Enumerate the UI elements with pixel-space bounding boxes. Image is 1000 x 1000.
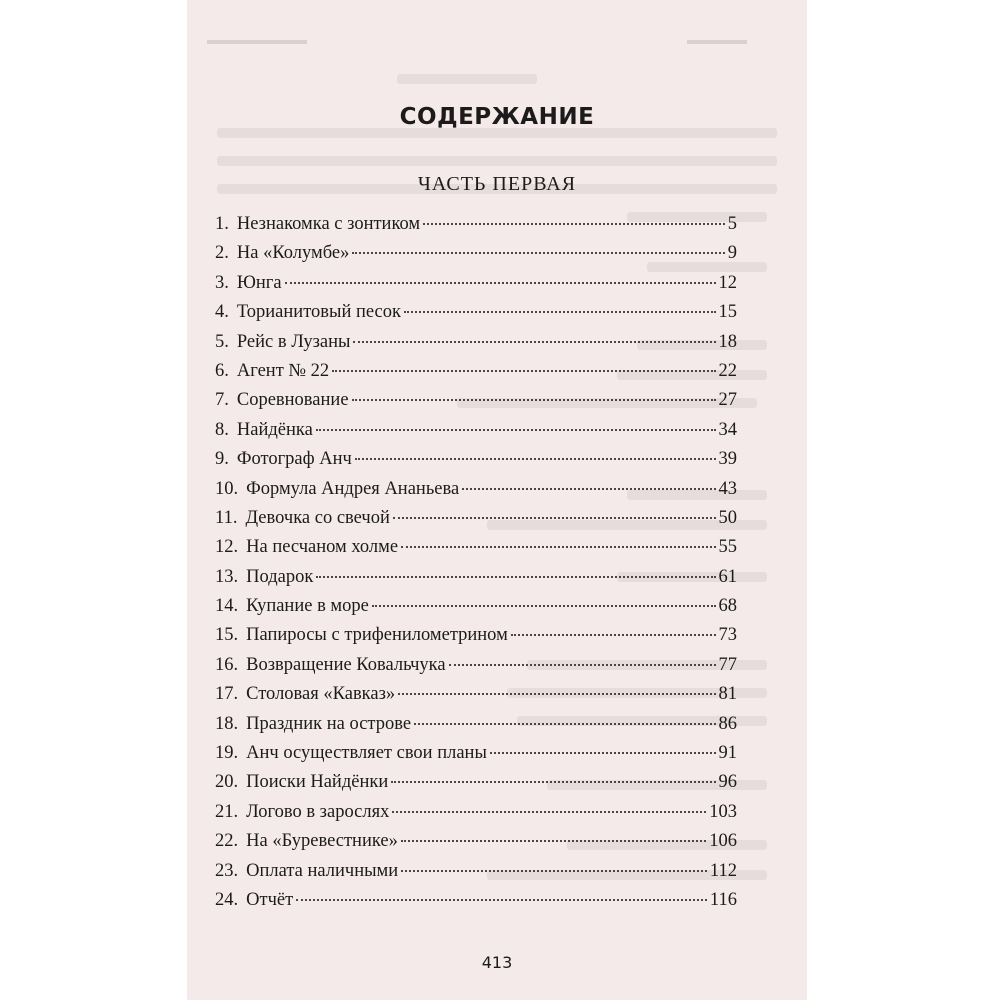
entry-page: 5 xyxy=(727,214,737,234)
entry-page: 9 xyxy=(727,243,737,264)
entry-title: Столовая «Кавказ» xyxy=(246,684,396,705)
dot-leader xyxy=(332,369,715,372)
entry-number: 24. xyxy=(215,889,239,910)
entry-number: 20. xyxy=(215,772,239,793)
entry-title: Найдёнка xyxy=(236,419,313,440)
entry-page: 12 xyxy=(718,272,737,293)
entry-title: Девочка со свечой xyxy=(245,507,390,528)
dot-leader xyxy=(353,340,715,343)
entry-title: Анч осуществляет свои планы xyxy=(246,743,487,764)
dot-leader xyxy=(352,398,716,401)
entry-number: 10. xyxy=(215,478,239,499)
dot-leader xyxy=(449,663,716,666)
entry-page: 106 xyxy=(709,831,737,852)
entry-page: 86 xyxy=(718,713,737,734)
entry-title: Рейс в Лузаны xyxy=(236,331,351,352)
toc-entry xyxy=(215,857,737,886)
entry-number: 12. xyxy=(215,537,239,558)
toc-entry xyxy=(215,328,737,357)
toc-entry xyxy=(215,621,737,650)
dot-leader xyxy=(401,545,715,548)
dot-leader xyxy=(391,780,715,783)
entry-title: На песчаном холме xyxy=(246,537,399,558)
dot-leader xyxy=(285,281,716,284)
entry-page: 77 xyxy=(718,654,737,675)
entry-number: 22. xyxy=(215,831,239,852)
entry-number: 8. xyxy=(215,419,229,440)
entry-number: 2. xyxy=(215,243,229,264)
entry-title: Юнга xyxy=(236,272,282,293)
toc-entry xyxy=(215,886,737,915)
dot-leader xyxy=(404,310,716,313)
entry-page: 27 xyxy=(718,390,737,411)
entry-number: 7. xyxy=(215,390,229,411)
entry-number: 9. xyxy=(215,449,229,470)
entry-page: 15 xyxy=(718,302,737,323)
entry-number: 3. xyxy=(215,272,229,293)
entry-title: Торианитовый песок xyxy=(236,302,401,323)
entry-title: Отчёт xyxy=(246,889,294,910)
entry-page: 34 xyxy=(718,419,737,440)
entry-title: На «Колумбе» xyxy=(236,243,350,264)
entry-title: Незнакомка с зонтиком xyxy=(236,214,421,234)
toc-entry xyxy=(215,651,737,680)
toc-entry xyxy=(215,386,737,415)
entry-number: 6. xyxy=(215,360,229,381)
entry-title: Возвращение Ковальчука xyxy=(246,654,446,675)
entry-number: 11. xyxy=(215,507,238,528)
dot-leader xyxy=(296,898,707,901)
dot-leader xyxy=(352,251,724,254)
page-title: СОДЕРЖАНИЕ xyxy=(399,104,595,130)
entry-title: Праздник на острове xyxy=(246,713,412,734)
entry-page: 73 xyxy=(718,625,737,646)
entry-number: 5. xyxy=(215,331,229,352)
entry-page: 81 xyxy=(718,684,737,705)
dot-leader xyxy=(401,839,706,842)
toc-entry xyxy=(215,680,737,709)
entry-page: 43 xyxy=(718,478,737,499)
entry-page: 103 xyxy=(709,801,737,822)
entry-page: 61 xyxy=(718,566,737,587)
book-page xyxy=(187,0,807,1000)
toc-entry xyxy=(215,504,737,533)
toc-entry xyxy=(215,416,737,445)
dot-leader xyxy=(490,751,716,754)
entry-number: 18. xyxy=(215,713,239,734)
dot-leader xyxy=(401,869,707,872)
entry-title: Логово в зарослях xyxy=(246,801,390,822)
toc-entry xyxy=(215,475,737,504)
dot-leader xyxy=(392,810,706,813)
table-of-contents xyxy=(215,210,737,915)
entry-page: 112 xyxy=(709,860,737,881)
entry-number: 1. xyxy=(215,214,229,234)
entry-page: 55 xyxy=(718,537,737,558)
toc-entry xyxy=(215,445,737,474)
toc-entry xyxy=(215,563,737,592)
entry-title: Фотограф Анч xyxy=(236,449,352,470)
dot-leader xyxy=(393,516,716,519)
toc-entry xyxy=(215,827,737,856)
entry-page: 18 xyxy=(718,331,737,352)
entry-title: Подарок xyxy=(246,566,314,587)
page-number: 413 xyxy=(481,953,513,972)
dot-leader xyxy=(316,575,715,578)
dot-leader xyxy=(316,428,716,431)
entry-number: 16. xyxy=(215,654,239,675)
toc-entry xyxy=(215,768,737,797)
entry-number: 21. xyxy=(215,801,239,822)
toc-entry xyxy=(215,739,737,768)
entry-number: 14. xyxy=(215,596,239,617)
entry-title: Папиросы с трифенилометрином xyxy=(246,625,508,646)
dot-leader xyxy=(398,692,715,695)
toc-entry xyxy=(215,592,737,621)
entry-title: На «Буревестнике» xyxy=(246,831,398,852)
entry-title: Оплата наличными xyxy=(246,860,399,881)
entry-page: 96 xyxy=(718,772,737,793)
entry-number: 4. xyxy=(215,302,229,323)
entry-number: 17. xyxy=(215,684,239,705)
entry-page: 68 xyxy=(718,596,737,617)
toc-entry xyxy=(215,210,737,239)
entry-title: Поиски Найдёнки xyxy=(246,772,389,793)
entry-page: 22 xyxy=(718,360,737,381)
toc-entry xyxy=(215,710,737,739)
entry-number: 23. xyxy=(215,860,239,881)
dot-leader xyxy=(414,722,715,725)
entry-page: 91 xyxy=(718,743,737,764)
entry-page: 39 xyxy=(718,449,737,470)
dot-leader xyxy=(423,222,725,225)
dot-leader xyxy=(355,457,716,460)
part-title: ЧАСТЬ ПЕРВАЯ xyxy=(417,173,577,195)
entry-title: Соревнование xyxy=(236,390,349,411)
entry-page: 116 xyxy=(709,889,737,910)
toc-entry xyxy=(215,269,737,298)
toc-entry xyxy=(215,357,737,386)
toc-entry xyxy=(215,533,737,562)
dot-leader xyxy=(372,604,716,607)
dot-leader xyxy=(511,633,716,636)
toc-entry xyxy=(215,298,737,327)
entry-title: Купание в море xyxy=(246,596,369,617)
entry-number: 19. xyxy=(215,743,239,764)
entry-title: Формула Андрея Ананьева xyxy=(246,478,460,499)
entry-page: 50 xyxy=(718,507,737,528)
toc-entry xyxy=(215,239,737,268)
entry-title: Агент № 22 xyxy=(236,360,330,381)
entry-number: 13. xyxy=(215,566,239,587)
entry-number: 15. xyxy=(215,625,239,646)
dot-leader xyxy=(462,487,715,490)
toc-entry xyxy=(215,798,737,827)
